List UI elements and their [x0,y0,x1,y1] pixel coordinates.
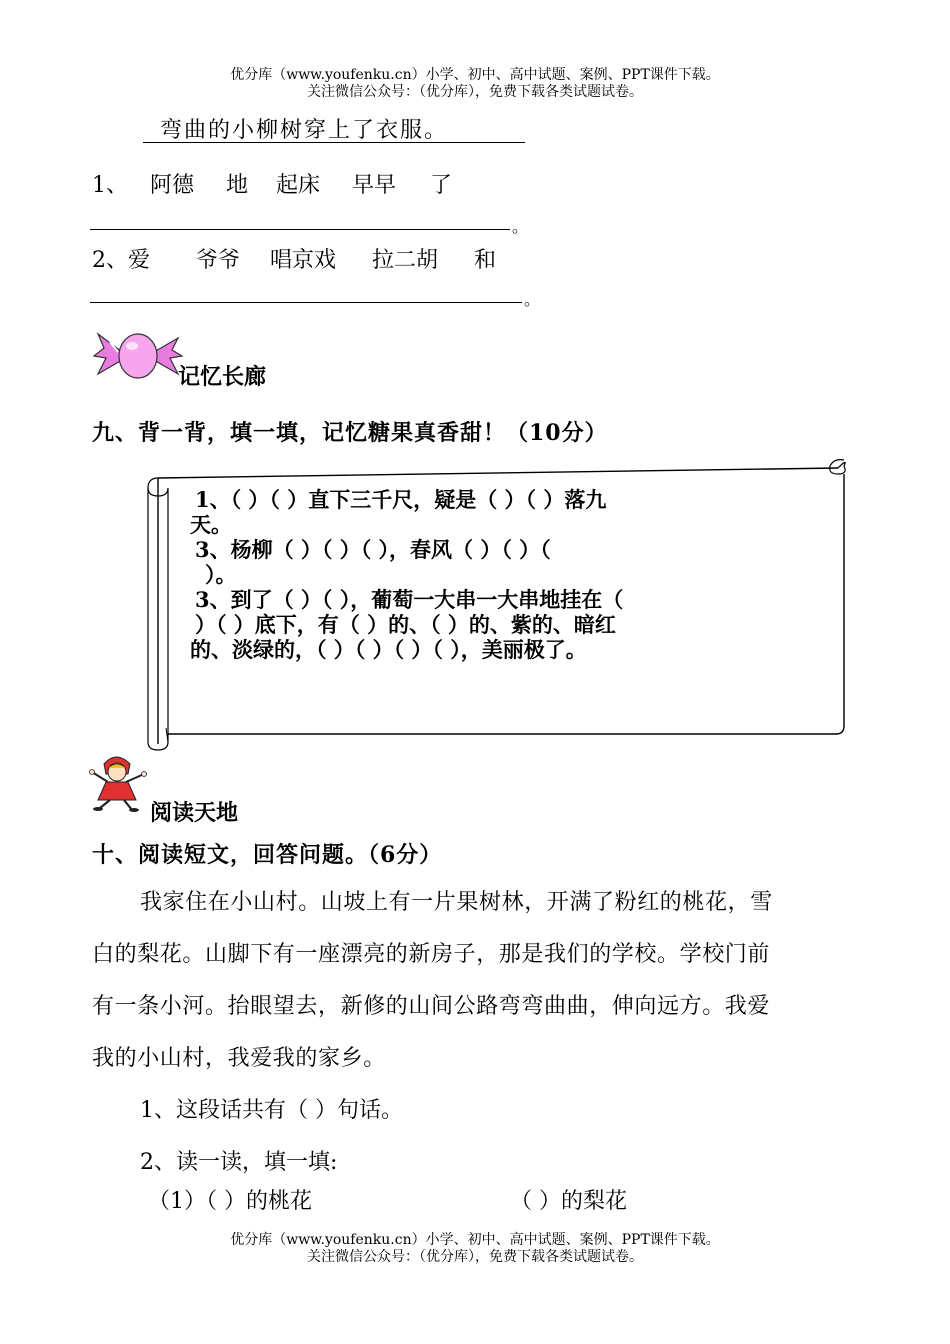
scroll-line-6: ）（ ）底下，有（ ）的、（ ）的、紫的、暗红 [195,612,616,637]
header-line-1: 优分库（www.youfenku.cn）小学、初中、高中试题、案例、PPT课件下载。 [230,67,720,83]
ordering-word: 阿德 [150,173,195,198]
ordering-word: 和 [474,248,497,273]
passage-line-3: 有一条小河。抬眼望去，新修的山间公路弯弯曲曲，伸向远方。我爱 [92,994,771,1019]
passage-line-1: 我家住在小山村。山坡上有一片果树林，开满了粉红的桃花，雪 [140,890,773,915]
sub-item-1: （1）（ ）的桃花 [148,1189,312,1214]
passage-line-4: 我的小山村，我爱我的家乡。 [92,1046,386,1071]
scroll-line-2: 天。 [190,512,232,537]
ordering-word: 拉二胡 [372,248,439,273]
question-10-title: 十、阅读短文，回答问题。（6分） [92,842,443,868]
candy-icon [92,326,184,382]
scroll-line-3: 3、杨柳（ ）（ ）（ ），春风（ ）（ ）（ [195,537,551,562]
ordering-end: 。 [524,290,541,309]
ordering-word: 了 [430,173,453,198]
scroll-line-5: 3、到了（ ）（ ），葡萄一大串一大串地挂在（ [195,587,624,612]
ordering-word: 起床 [276,173,321,198]
ordering-word: 地 [226,173,249,198]
scroll-line-7: 的、淡绿的，（ ）（ ）（ ）（ ），美丽极了。 [190,637,587,662]
question-10-1: 1、这段话共有（ ）句话。 [140,1098,403,1123]
example-underline [143,142,525,143]
girl-icon [86,752,150,812]
footer-line-1: 优分库（www.youfenku.cn）小学、初中、高中试题、案例、PPT课件下载。 [230,1232,720,1248]
example-sentence: 弯曲的小柳树穿上了衣服。 [160,118,449,143]
answer-line[interactable] [90,229,510,230]
memory-section-title: 记忆长廊 [178,364,267,390]
footer-line-2: 关注微信公众号：（优分库），免费下载各类试题试卷。 [307,1249,643,1265]
ordering-word: 唱京戏 [270,248,337,273]
ordering-end: 。 [512,217,529,236]
answer-line[interactable] [90,302,522,303]
passage-line-2: 白的梨花。山脚下有一座漂亮的新房子，那是我们的学校。学校门前 [92,942,771,967]
ordering-word: 爱 [128,248,151,273]
ordering-num: 2、 [92,248,128,273]
scroll-line-4: ）。 [205,562,237,587]
question-9-title: 九、背一背，填一填，记忆糖果真香甜！（10分） [92,420,608,446]
question-10-2: 2、读一读，填一填: [140,1150,338,1175]
sub-item-2: （ ）的梨花 [510,1189,627,1214]
header-line-2: 关注微信公众号：（优分库），免费下载各类试题试卷。 [307,84,643,100]
ordering-num: 1、 [92,173,128,198]
ordering-word: 早早 [352,173,397,198]
ordering-word: 爷爷 [196,248,241,273]
reading-section-title: 阅读天地 [150,800,239,826]
scroll-line-1: 1、（ ）（ ）直下三千尺，疑是（ ）（ ）落九 [195,487,607,512]
